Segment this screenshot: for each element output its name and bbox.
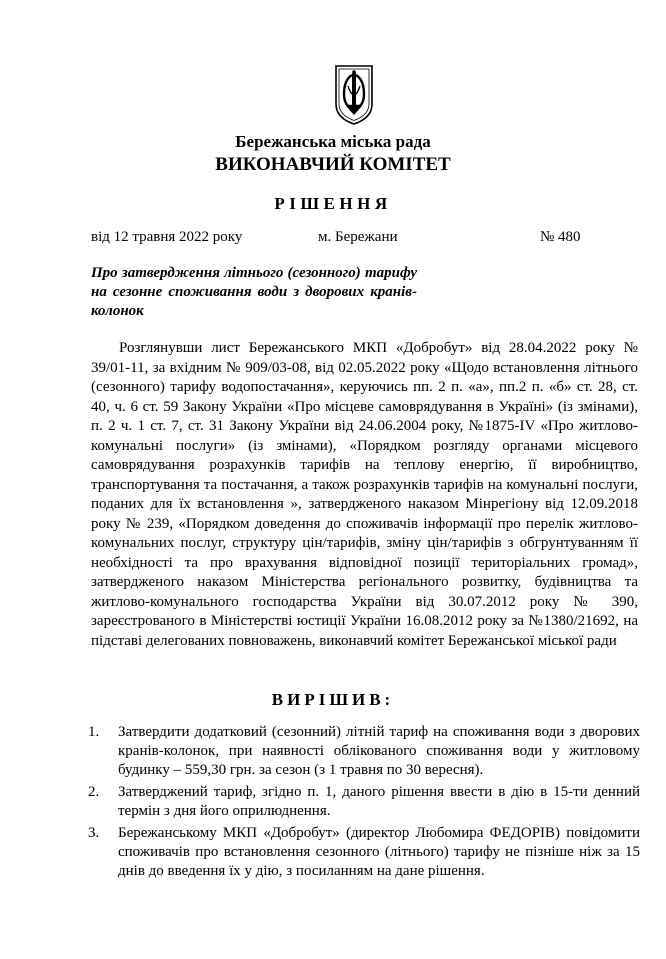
decision-subject: Про затвердження літнього (сезонного) тарифу на сезонне споживання води з дворових кранів-колонок [91,265,417,319]
item-number: 2. [88,784,100,800]
decision-date: від 12 травня 2022 року [91,229,243,245]
item-text: Бережанському МКП «Добробут» (директор Любомира ФЕДОРІВ) повідомити споживачів про встановлення сезонного (літнього) тарифу не пізніше ніж за 15 днів до введення їх у дію, з посиланням на дане рішення. [118,825,640,879]
committee-name: ВИКОНАВЧИЙ КОМІТЕТ [215,154,451,175]
item-number: 1. [88,724,100,740]
decision-title: РІШЕННЯ [274,194,392,213]
resolve-heading: ВИРІШИВ: [271,690,395,709]
resolution-list [88,723,640,884]
list-item [88,723,640,780]
list-item [88,783,640,821]
decision-city: м. Бережани [318,229,398,245]
decision-number: № 480 [540,229,581,245]
item-text: Затверджений тариф, згідно п. 1, даного рішення ввести в дію в 15-ти денний термін з дня його оприлюднення. [118,784,640,819]
council-name: Бережанська міська рада [235,132,431,151]
item-text: Затвердити додатковий (сезонний) літній тариф на споживання води з дворових кранів-колонок, при наявності облікованого споживання води у житловому будинку – 559,30 грн. за сезон (з 1 травня по 30 вересня). [118,724,640,778]
coat-of-arms-icon [334,64,374,126]
item-number: 3. [88,825,100,841]
list-item [88,824,640,881]
preamble-paragraph: Розглянувши лист Бережанського МКП «Добробут» від 28.04.2022 року № 39/01-11, за вхідним № 909/03-08, від 02.05.2022 року «Щодо встановлення літнього (сезонного) тарифу водопостачання», керуючись пп. 2 п. «а», пп.2 п. «б» ст. 28, ст. 40, ч. 6 ст. 59 Закону України «Про місцеве самоврядування в Україні» (із змінами), п. 2 ч. 1 ст. 7, ст. 31 Закону України від 24.06.2004 року, №1875-IV «Про житлово-комунальні послуги» (із змінами), «Порядком розгляду органами місцевого самоврядування розрахунків тарифів на теплову енергію, її виробництво, транспортування та постачання, а також розрахунків тарифів на комунальні послуги, поданих для їх встановлення », затвердженого наказом Мінрегіону від 12.09.2018 року № 239, «Порядком доведення до споживачів інформації про перелік житлово-комунальних послуг, структуру цін/тарифів, зміну цін/тарифів з обгрунтуванням її необхідності та про врахування відповідної позиції територіальних громад», затвердженого наказом Міністерства регіонального розвитку, будівництва та житлово-комунального господарства України від 30.07.2012 року № 390, зареєстрованого в Міністерстві юстиції України 16.08.2012 року за №1380/21692, на підставі делегованих повноважень, виконавчий комітет Бережанської міської ради [91,340,638,649]
